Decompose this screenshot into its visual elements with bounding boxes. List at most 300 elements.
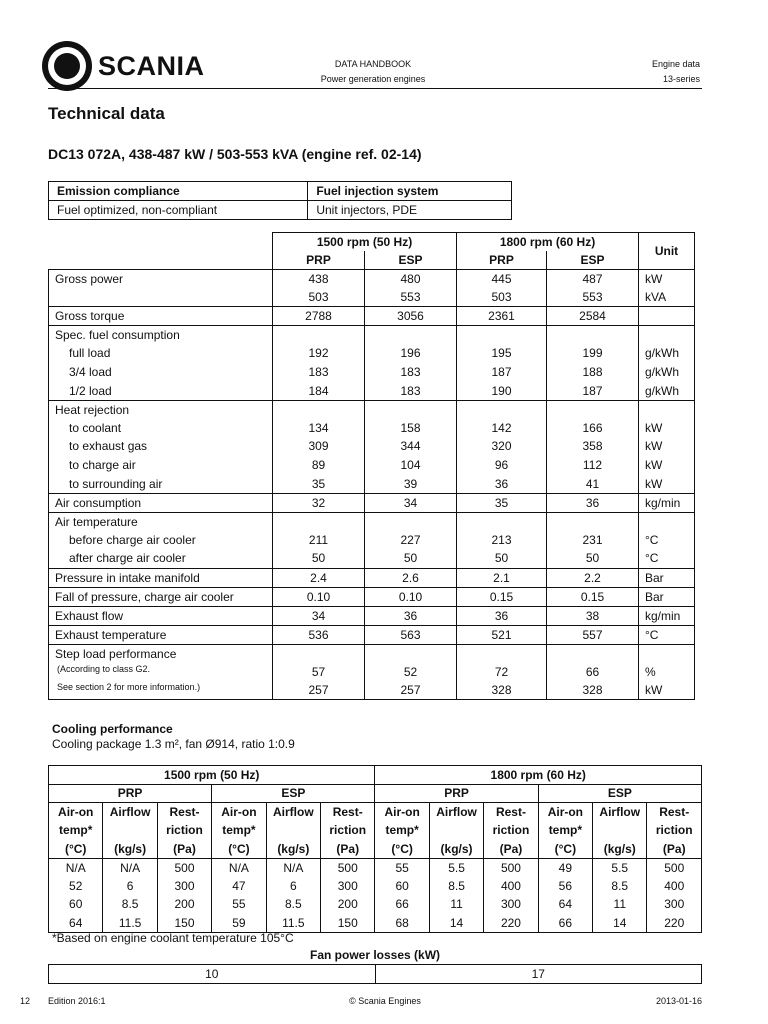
rpm-1500-header: 1500 rpm (50 Hz) [273,233,457,252]
value-cell: 183 [365,363,457,382]
value-cell: 50 [365,549,457,568]
value-cell: 34 [365,493,457,512]
unit-cell: kg/min [639,606,695,625]
table-group [49,606,695,625]
value-cell: 50 [547,549,639,568]
cool-value-cell: 500 [647,858,702,877]
cool-header-cell: temp* [212,821,266,840]
empty-cell [547,644,639,663]
cool-header-cell: temp* [538,821,592,840]
esp-header: ESP [365,251,457,270]
table-row [49,549,695,568]
value-cell: 320 [457,437,547,456]
unit-cell: kW [639,475,695,494]
cool-header-cell: (Pa) [157,840,211,859]
cooling-title: Cooling performance [52,722,173,736]
value-cell: 227 [365,531,457,550]
value-cell: 344 [365,437,457,456]
empty-cell [457,512,547,531]
row-sublabel: to coolant [49,419,273,438]
value-cell: 96 [457,456,547,475]
value-cell: 38 [547,606,639,625]
value-cell: 52 [365,663,457,682]
esp-header: ESP [547,251,639,270]
value-cell: 2584 [547,307,639,326]
cool-value-cell: 500 [484,858,538,877]
table-group [49,270,695,307]
value-cell: 553 [365,288,457,307]
unit-cell: kW [639,270,695,289]
table-row [49,419,695,438]
table-group [49,587,695,606]
empty-cell [457,326,547,345]
page-number: 12 [20,996,31,1006]
cool-header-cell: (kg/s) [429,840,483,859]
value-cell: 36 [457,475,547,494]
cool-data-row [49,858,702,877]
cool-data-row [49,877,702,896]
value-cell: 187 [547,382,639,401]
table-row [49,663,695,682]
emission-header: Emission compliance [49,182,308,201]
empty-cell [365,326,457,345]
cool-header-row [49,840,702,859]
empty-cell [639,512,695,531]
value-cell: 50 [273,549,365,568]
table-row [49,437,695,456]
table-row [49,363,695,382]
table-row [49,568,695,587]
cool-header-cell: temp* [49,821,103,840]
value-cell: 480 [365,270,457,289]
cool-header-cell [593,821,647,840]
row-sublabel: after charge air cooler [49,549,273,568]
unit-cell: g/kWh [639,344,695,363]
value-cell: 3056 [365,307,457,326]
cool-value-cell: 300 [647,895,702,914]
value-cell: 183 [273,363,365,382]
cool-prp: PRP [375,784,538,803]
unit-cell: g/kWh [639,363,695,382]
row-label: Fall of pressure, charge air cooler [49,587,273,606]
cooling-subtitle: Cooling package 1.3 m², fan Ø914, ratio 1:0.9 [52,737,295,751]
value-cell: 445 [457,270,547,289]
header-divider [48,88,702,89]
cool-value-cell: 150 [157,914,211,933]
empty-cell [547,326,639,345]
value-cell: 257 [273,681,365,700]
table-row [49,307,695,326]
cool-value-cell: 49 [538,858,592,877]
table-row [49,288,695,307]
cool-header-cell: riction [157,821,211,840]
header-center [288,57,458,87]
header-category: Power generation engines [320,74,426,84]
cool-header-cell: (Pa) [321,840,375,859]
cool-value-cell: N/A [49,858,103,877]
value-cell: 557 [547,625,639,644]
cool-header-cell: (°C) [538,840,592,859]
row-sublabel: full load [49,344,273,363]
cool-value-cell: 220 [484,914,538,933]
cool-value-cell: N/A [103,858,157,877]
step-note: (According to class G2. [49,663,273,682]
cool-value-cell: 64 [49,914,103,933]
cool-header-cell: (°C) [49,840,103,859]
cooling-footnote: *Based on engine coolant temperature 105°C [52,931,294,945]
fuel-injection-value: Unit injectors, PDE [308,201,512,220]
header-series: 13-series [662,74,700,84]
prp-header: PRP [273,251,365,270]
cool-value-cell: 14 [429,914,483,933]
row-label: Step load performance [49,644,273,663]
cool-value-cell: 300 [157,877,211,896]
value-cell: 188 [547,363,639,382]
row-label: Gross torque [49,307,273,326]
fan-losses-table [48,964,702,984]
fan-loss-1500: 10 [49,965,376,984]
cool-value-cell: 52 [49,877,103,896]
value-cell: 0.10 [273,587,365,606]
empty-cell [639,644,695,663]
emission-value: Fuel optimized, non-compliant [49,201,308,220]
header-right [652,57,700,87]
cool-value-cell: 8.5 [266,895,320,914]
brand-name: SCANIA [98,50,205,81]
value-cell: 183 [365,382,457,401]
table-group [49,512,695,568]
row-label: Air temperature [49,512,273,531]
value-cell: 166 [547,419,639,438]
table-row [49,644,695,663]
cool-header-row [49,821,702,840]
cool-header-cell: Rest- [157,803,211,822]
cool-value-cell: 300 [484,895,538,914]
row-sublabel: before charge air cooler [49,531,273,550]
header-handbook: DATA HANDBOOK [334,59,412,69]
value-cell: 66 [547,663,639,682]
unit-cell: kg/min [639,493,695,512]
cool-header-cell: (°C) [375,840,429,859]
unit-cell: °C [639,549,695,568]
table-row [49,512,695,531]
table-group [49,326,695,400]
row-label: Spec. fuel consumption [49,326,273,345]
value-cell: 184 [273,382,365,401]
edition: Edition 2016:1 [48,996,106,1006]
cool-header-cell: Airflow [266,803,320,822]
cool-header-cell [429,821,483,840]
cool-header-cell: Airflow [103,803,157,822]
engine-subtitle: DC13 072A, 438-487 kW / 503-553 kVA (engine ref. 02-14) [48,146,422,162]
unit-cell: °C [639,625,695,644]
cool-prp: PRP [49,784,212,803]
cool-value-cell: 6 [103,877,157,896]
value-cell: 2.6 [365,568,457,587]
cool-header-cell: riction [321,821,375,840]
empty-cell [365,644,457,663]
cool-value-cell: N/A [266,858,320,877]
cool-value-cell: 400 [484,877,538,896]
cool-value-cell: 300 [321,877,375,896]
cool-value-cell: 200 [321,895,375,914]
table-row [49,681,695,700]
value-cell: 0.10 [365,587,457,606]
cool-value-cell: 11.5 [103,914,157,933]
table-row [49,326,695,345]
value-cell: 36 [547,493,639,512]
value-cell: 438 [273,270,365,289]
unit-cell: Bar [639,587,695,606]
empty-cell [365,400,457,419]
value-cell: 2.2 [547,568,639,587]
value-cell: 39 [365,475,457,494]
cool-header-cell: riction [484,821,538,840]
value-cell: 89 [273,456,365,475]
cool-header-cell: (kg/s) [103,840,157,859]
cool-header-cell: Air-on [538,803,592,822]
value-cell: 104 [365,456,457,475]
table-row [49,400,695,419]
scania-logo [42,40,242,92]
empty-cell [273,400,365,419]
cool-value-cell: 200 [157,895,211,914]
value-cell: 192 [273,344,365,363]
value-cell: 328 [547,681,639,700]
cool-header-row [49,803,702,822]
empty-cell [457,400,547,419]
cool-header-cell: Airflow [593,803,647,822]
cool-value-cell: 11.5 [266,914,320,933]
value-cell: 196 [365,344,457,363]
value-cell: 2.1 [457,568,547,587]
griffin-emblem-icon [42,41,92,91]
value-cell: 211 [273,531,365,550]
engine-data-table [48,232,695,700]
cool-value-cell: 5.5 [593,858,647,877]
value-cell: 36 [457,606,547,625]
table-group [49,400,695,493]
cool-header-cell [103,821,157,840]
table-row [49,587,695,606]
cool-rpm-1500: 1500 rpm (50 Hz) [49,766,375,785]
print-date: 2013-01-16 [655,996,702,1006]
value-cell: 503 [273,288,365,307]
value-cell: 328 [457,681,547,700]
value-cell: 521 [457,625,547,644]
cool-value-cell: 220 [647,914,702,933]
table-row [49,493,695,512]
cool-value-cell: 8.5 [103,895,157,914]
row-sublabel: 1/2 load [49,382,273,401]
value-cell: 36 [365,606,457,625]
value-cell: 309 [273,437,365,456]
emission-table [48,181,512,220]
value-cell: 41 [547,475,639,494]
unit-cell: kVA [639,288,695,307]
cool-esp: ESP [538,784,701,803]
cool-value-cell: 59 [212,914,266,933]
cool-value-cell: 11 [429,895,483,914]
cool-header-cell: (kg/s) [266,840,320,859]
value-cell: 190 [457,382,547,401]
empty-cell [547,512,639,531]
value-cell: 358 [547,437,639,456]
empty-cell [639,400,695,419]
empty-cell [273,644,365,663]
row-sublabel: 3/4 load [49,363,273,382]
cool-header-cell: (Pa) [484,840,538,859]
row-label: Gross power [49,270,273,289]
cool-data-row [49,895,702,914]
value-cell: 134 [273,419,365,438]
cool-data-row [49,914,702,933]
unit-cell: g/kWh [639,382,695,401]
cool-value-cell: 66 [375,895,429,914]
value-cell: 34 [273,606,365,625]
row-sublabel: to exhaust gas [49,437,273,456]
value-cell: 487 [547,270,639,289]
row-label: Air consumption [49,493,273,512]
unit-cell: kW [639,681,695,700]
cool-esp: ESP [212,784,375,803]
cool-value-cell: 5.5 [429,858,483,877]
value-cell: 2361 [457,307,547,326]
value-cell: 199 [547,344,639,363]
empty-cell [457,644,547,663]
cool-value-cell: 400 [647,877,702,896]
cool-value-cell: 60 [49,895,103,914]
value-cell: 32 [273,493,365,512]
cool-header-cell: (Pa) [647,840,702,859]
value-cell: 2788 [273,307,365,326]
unit-cell: Bar [639,568,695,587]
value-cell: 536 [273,625,365,644]
fan-loss-1800: 17 [375,965,702,984]
cool-value-cell: 68 [375,914,429,933]
cool-value-cell: 8.5 [429,877,483,896]
header-section: Engine data [651,59,700,69]
cool-header-cell: Rest- [321,803,375,822]
table-row [49,344,695,363]
value-cell: 0.15 [547,587,639,606]
row-sublabel: to surrounding air [49,475,273,494]
cool-value-cell: N/A [212,858,266,877]
value-cell: 50 [457,549,547,568]
cool-value-cell: 11 [593,895,647,914]
unit-cell: kW [639,437,695,456]
fuel-injection-header: Fuel injection system [308,182,512,201]
unit-cell [639,307,695,326]
empty-cell [273,326,365,345]
cool-value-cell: 47 [212,877,266,896]
cool-header-cell: riction [647,821,702,840]
table-row [49,382,695,401]
table-row [49,531,695,550]
unit-header: Unit [639,233,695,270]
cooling-table [48,765,702,933]
unit-cell: kW [639,419,695,438]
value-cell: 112 [547,456,639,475]
cool-header-cell: (kg/s) [593,840,647,859]
value-cell: 503 [457,288,547,307]
empty-cell [365,512,457,531]
cool-value-cell: 66 [538,914,592,933]
cool-header-cell: Air-on [49,803,103,822]
rpm-1800-header: 1800 rpm (60 Hz) [457,233,639,252]
row-sublabel: to charge air [49,456,273,475]
table-group [49,644,695,700]
fan-losses-title: Fan power losses (kW) [309,948,441,962]
cool-rpm-1800: 1800 rpm (60 Hz) [375,766,702,785]
cool-value-cell: 500 [321,858,375,877]
table-row [49,456,695,475]
table-row [49,270,695,289]
row-label: Pressure in intake manifold [49,568,273,587]
cool-header-cell: temp* [375,821,429,840]
page-title: Technical data [48,104,165,123]
value-cell: 35 [273,475,365,494]
table-group [49,568,695,587]
cool-value-cell: 6 [266,877,320,896]
cool-value-cell: 55 [375,858,429,877]
cool-value-cell: 56 [538,877,592,896]
value-cell: 142 [457,419,547,438]
empty-cell [639,326,695,345]
empty-cell [273,512,365,531]
cool-value-cell: 150 [321,914,375,933]
unit-cell: °C [639,531,695,550]
table-group [49,493,695,512]
cool-value-cell: 8.5 [593,877,647,896]
table-row [49,475,695,494]
cool-header-cell: (°C) [212,840,266,859]
cool-header-cell: Air-on [212,803,266,822]
cool-header-cell: Airflow [429,803,483,822]
value-cell: 553 [547,288,639,307]
cool-value-cell: 60 [375,877,429,896]
table-group [49,625,695,644]
row-label: Exhaust flow [49,606,273,625]
value-cell: 158 [365,419,457,438]
value-cell: 563 [365,625,457,644]
row-label: Heat rejection [49,400,273,419]
value-cell: 57 [273,663,365,682]
empty-cell [547,400,639,419]
value-cell: 0.15 [457,587,547,606]
row-label: Exhaust temperature [49,625,273,644]
cool-header-cell: Rest- [484,803,538,822]
table-row [49,606,695,625]
table-group [49,307,695,326]
cool-header-cell: Rest- [647,803,702,822]
cool-header-cell [266,821,320,840]
value-cell: 35 [457,493,547,512]
value-cell: 2.4 [273,568,365,587]
cool-value-cell: 64 [538,895,592,914]
table-row [49,625,695,644]
value-cell: 195 [457,344,547,363]
cool-header-cell: Air-on [375,803,429,822]
cool-value-cell: 14 [593,914,647,933]
unit-cell: kW [639,456,695,475]
value-cell: 187 [457,363,547,382]
value-cell: 257 [365,681,457,700]
value-cell: 231 [547,531,639,550]
unit-cell: % [639,663,695,682]
value-cell: 72 [457,663,547,682]
value-cell: 213 [457,531,547,550]
